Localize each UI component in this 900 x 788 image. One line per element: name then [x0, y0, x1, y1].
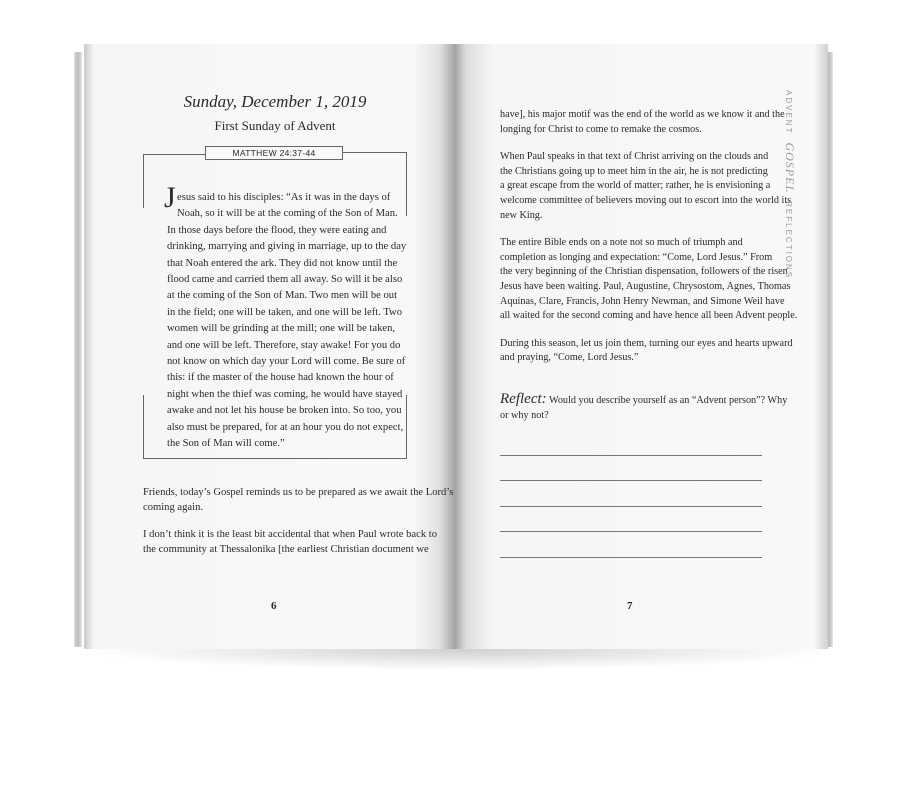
- left-body-text: [143, 486, 453, 570]
- text-line: the Son of Man will come.”: [167, 438, 285, 450]
- scripture-reference: MATTHEW 24:37-44: [205, 146, 343, 160]
- text-line: awake and not let his house be broken into. So too, you: [167, 405, 402, 417]
- box-left-bottom: [143, 395, 144, 459]
- paragraph: [500, 337, 797, 366]
- text-line: at the coming of the Son of Man. Two men will be out: [167, 290, 398, 302]
- left-page-edge: [74, 52, 82, 647]
- text-line: coming again.: [143, 501, 204, 513]
- page-number-left: 6: [271, 600, 277, 612]
- running-head: [782, 90, 797, 279]
- page-subtitle: First Sunday of Advent: [214, 118, 336, 133]
- gospel-text: [167, 190, 406, 453]
- right-body-text: [500, 108, 797, 379]
- text-line: women will be grinding at the mill; one will be taken,: [167, 323, 396, 335]
- drop-cap: J: [164, 181, 176, 214]
- text-line: During this season, let us join them, turning our eyes and hearts upward: [500, 337, 793, 349]
- paragraph: [500, 108, 797, 137]
- text-line: not know on which day your Lord will come. Be sure of: [167, 356, 406, 368]
- reflect-question-line: or why not?: [500, 410, 549, 421]
- running-head-advent: ADVENT: [784, 90, 793, 135]
- text-line: flood came and carried them all away. So will it be also: [167, 274, 403, 286]
- text-line: new King.: [500, 209, 543, 221]
- writing-line: [500, 557, 762, 558]
- text-line: night when the thief was coming, he would have stayed: [167, 388, 403, 400]
- box-top-right: [343, 152, 407, 153]
- text-line: in the field; one will be taken, and one will be left. Two: [167, 306, 403, 318]
- box-bottom: [143, 458, 407, 459]
- paragraph: [143, 528, 453, 557]
- text-line: The entire Bible ends on a note not so much of triumph and: [500, 237, 743, 249]
- paragraph: [143, 486, 453, 515]
- text-line: all waited for the second coming and have hence all been Advent people.: [500, 310, 798, 322]
- text-line: Jesus have been waiting. Paul, Augustine, Chrysostom, Agnes, Thomas: [500, 280, 791, 292]
- reflect-question-line: Would you describe yourself as an “Advent person”? Why: [549, 395, 788, 406]
- text-line: Friends, today’s Gospel reminds us to be prepared as we await the Lord’s: [143, 487, 454, 498]
- text-line: this: if the master of the house had known the hour of: [167, 372, 394, 384]
- writing-line: [500, 506, 762, 507]
- writing-line: [500, 531, 762, 532]
- text-line: I don’t think it is the least bit accidental that when Paul wrote back to: [143, 529, 438, 540]
- text-line: esus said to his disciples: “As it was in the days of: [177, 192, 391, 203]
- paragraph: [500, 150, 797, 223]
- text-line: completion as longing and expectation: “Come, Lord Jesus.” From: [500, 251, 773, 263]
- text-line: Aquinas, Clare, Francis, John Henry Newman, and Simone Weil have: [500, 295, 785, 307]
- text-line: When Paul speaks in that text of Christ arriving on the clouds and: [500, 151, 769, 163]
- text-line: In those days before the flood, they were eating and: [167, 224, 387, 236]
- running-head-reflections: REFLECTIONS: [784, 201, 793, 280]
- text-line: that Noah entered the ark. They did not know until the: [167, 257, 398, 269]
- text-line: have], his major motif was the end of the world as we know it and the: [500, 109, 785, 120]
- text-line: longing for Christ to come to remake the cosmos.: [500, 123, 702, 135]
- page-title: Sunday, December 1, 2019: [183, 92, 367, 111]
- box-top-left: [143, 154, 205, 155]
- reflect-label: Reflect:: [500, 391, 547, 407]
- reflect-prompt: [500, 392, 787, 423]
- text-line: and one will be left. Therefore, stay awake! For you do: [167, 339, 401, 351]
- text-line: also must be prepared, for at an hour you do not expect,: [167, 421, 404, 433]
- text-line: the very beginning of the Christian dispensation, followers of the risen: [500, 266, 788, 278]
- page-number-right: 7: [627, 600, 633, 612]
- text-line: the community at Thessalonika [the earliest Christian document we: [143, 543, 429, 555]
- text-line: welcome committee of believers moving out to escort into the world its: [500, 194, 792, 206]
- box-left-top: [143, 154, 144, 208]
- writing-line: [500, 455, 762, 456]
- paragraph: [500, 236, 797, 324]
- running-head-gospel: GOSPEL: [783, 142, 797, 194]
- text-line: a great escape from the world of matter; rather, he is envisioning a: [500, 180, 771, 192]
- text-line: and praying, “Come, Lord Jesus.”: [500, 352, 639, 364]
- text-line: the Christians going up to meet him in the air, he is not predicting: [500, 165, 768, 177]
- text-line: drinking, marrying and giving in marriage, up to the day: [167, 241, 407, 253]
- text-line: Noah, so it will be at the coming of the Son of Man.: [177, 208, 398, 220]
- writing-line: [500, 480, 762, 481]
